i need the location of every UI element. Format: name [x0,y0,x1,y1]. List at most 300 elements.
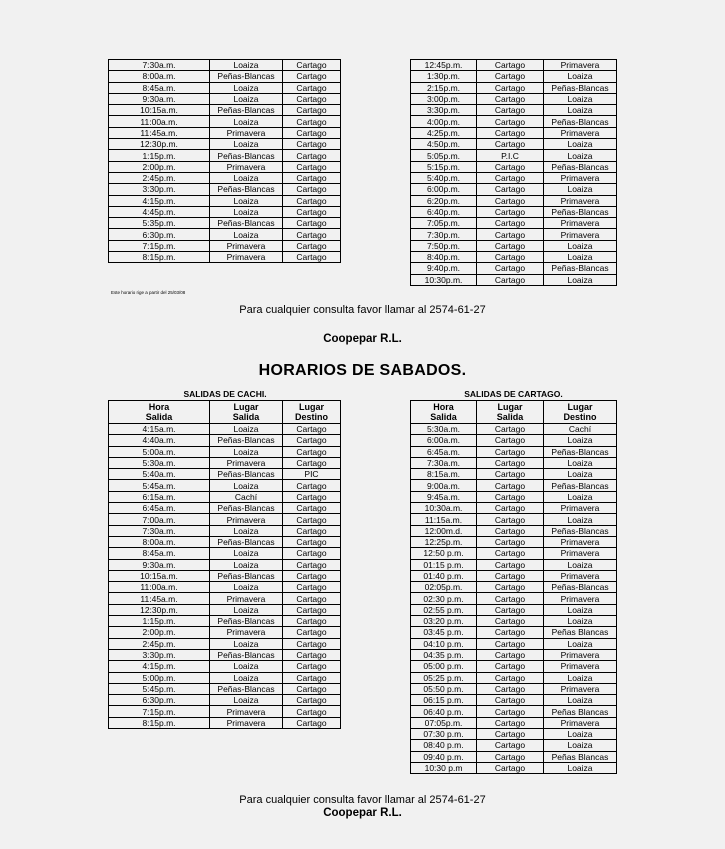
cell-lugar-salida: Cartago [477,649,544,660]
cell-lugar-destino: Loaiza [544,638,617,649]
cell-hora-salida: 3:00p.m. [411,93,477,104]
cell-hora-salida: 2:45p.m. [109,172,210,183]
cell-lugar-salida: Cartago [477,161,544,172]
table-row [411,150,617,161]
cell-lugar-salida: Primavera [210,252,283,263]
cell-lugar-destino: Loaiza [544,252,617,263]
cell-hora-salida: 04:10 p.m. [411,638,477,649]
cell-lugar-destino: Cartago [283,161,341,172]
cell-lugar-destino: Loaiza [544,150,617,161]
cell-hora-salida: 10:15a.m. [109,570,210,581]
table-row [109,435,341,446]
cell-lugar-salida: Cartago [477,206,544,217]
table-row [109,93,341,104]
cell-lugar-destino: Cartago [283,82,341,93]
cell-lugar-destino: Peñas-Blancas [544,116,617,127]
cell-hora-salida: 06:15 p.m. [411,695,477,706]
cell-lugar-salida: Primavera [210,161,283,172]
cell-hora-salida: 12:30p.m. [109,604,210,615]
cell-lugar-salida: Loaiza [210,229,283,240]
table-row [109,424,341,435]
table-row [109,161,341,172]
weekday-consult-text: Para cualquier consulta favor llamar al 2574-61-27 [239,304,486,316]
cell-lugar-destino: Peñas-Blancas [544,161,617,172]
table-row [109,60,341,71]
cell-lugar-salida: Loaiza [210,116,283,127]
cell-hora-salida: 8:00a.m. [109,536,210,547]
table-row [109,536,341,547]
cell-lugar-destino: Cartago [283,616,341,627]
cachi-departures-heading: SALIDAS DE CACHI. [183,389,267,399]
cell-hora-salida: 7:15p.m. [109,706,210,717]
cell-lugar-destino: Cartago [283,582,341,593]
cell-lugar-salida: Cartago [477,469,544,480]
cell-hora-salida: 4:50p.m. [411,139,477,150]
cell-hora-salida: 7:30a.m. [109,525,210,536]
table-row [411,263,617,274]
table-row [411,252,617,263]
cell-hora-salida: 2:45p.m. [109,638,210,649]
cell-lugar-destino: Primavera [544,548,617,559]
cell-lugar-salida: Loaiza [210,480,283,491]
cell-hora-salida: 6:20p.m. [411,195,477,206]
table-row [411,717,617,728]
table-row [109,240,341,251]
table-row [109,469,341,480]
table-row [411,548,617,559]
cell-lugar-destino: Primavera [544,127,617,138]
cell-lugar-salida: Cachí [210,491,283,502]
table-row [411,683,617,694]
cell-lugar-destino: Primavera [544,683,617,694]
cell-lugar-salida: Cartago [477,616,544,627]
cell-hora-salida: 6:00p.m. [411,184,477,195]
cell-lugar-salida: Loaiza [210,661,283,672]
cell-lugar-salida: Loaiza [210,82,283,93]
cell-hora-salida: 5:40p.m. [411,172,477,183]
cell-lugar-salida: Cartago [477,717,544,728]
cell-lugar-destino: Cartago [283,206,341,217]
cell-lugar-salida: Cartago [477,503,544,514]
cell-lugar-salida: Cartago [477,672,544,683]
cell-hora-salida: 9:40p.m. [411,263,477,274]
cell-lugar-destino: Peñas-Blancas [544,480,617,491]
cell-lugar-destino: Primavera [544,570,617,581]
cell-lugar-destino: Loaiza [544,604,617,615]
table-row [411,661,617,672]
cell-lugar-salida: Cartago [477,683,544,694]
table-row [411,672,617,683]
cell-hora-salida: 2:15p.m. [411,82,477,93]
cell-hora-salida: 5:40a.m. [109,469,210,480]
cell-lugar-salida: Loaiza [210,60,283,71]
table-row [411,649,617,660]
cell-lugar-destino: Loaiza [544,740,617,751]
cell-hora-salida: 12:30p.m. [109,139,210,150]
cell-lugar-destino: Primavera [544,218,617,229]
cell-lugar-salida: Peñas-Blancas [210,435,283,446]
cell-lugar-destino: Cartago [283,457,341,468]
table-row [109,672,341,683]
cell-hora-salida: 7:00a.m. [109,514,210,525]
cell-hora-salida: 4:15p.m. [109,195,210,206]
cell-lugar-destino: Primavera [544,195,617,206]
cell-lugar-salida: Cartago [477,627,544,638]
cell-lugar-salida: Cartago [477,263,544,274]
cell-lugar-salida: Cartago [477,71,544,82]
table-row [109,218,341,229]
table-row [411,93,617,104]
cell-lugar-salida: Loaiza [210,195,283,206]
cell-hora-salida: 5:00p.m. [109,672,210,683]
saturday-cachi-table [108,400,341,729]
cell-lugar-destino: Cartago [283,60,341,71]
cell-hora-salida: 3:30p.m. [109,649,210,660]
validity-note: Este horario rige a partir del 25/03/08 [111,290,186,295]
saturday-cartago-table [410,400,617,774]
table-row [109,116,341,127]
cell-hora-salida: 6:40p.m. [411,206,477,217]
cell-hora-salida: 2:00p.m. [109,627,210,638]
table-row [411,127,617,138]
cell-lugar-salida: Cartago [477,93,544,104]
cell-lugar-destino: Primavera [544,593,617,604]
cell-hora-salida: 02:05p.m. [411,582,477,593]
cell-lugar-salida: Peñas-Blancas [210,536,283,547]
cell-lugar-salida: Cartago [477,116,544,127]
cell-lugar-salida: Cartago [477,706,544,717]
cell-lugar-salida: Cartago [477,252,544,263]
cell-lugar-destino: Cartago [283,514,341,525]
table-row [109,127,341,138]
cell-hora-salida: 4:15p.m. [109,661,210,672]
table-row [411,695,617,706]
cell-lugar-destino: Primavera [544,649,617,660]
cell-hora-salida: 12:50 p.m. [411,548,477,559]
cell-lugar-salida: Cartago [477,218,544,229]
cell-lugar-destino: Peñas-Blancas [544,82,617,93]
cell-lugar-destino: Cartago [283,105,341,116]
cell-lugar-destino: Cartago [283,252,341,263]
cell-lugar-destino: Loaiza [544,274,617,285]
header-hora-salida: Hora Salida [411,401,477,424]
cell-lugar-destino: Cartago [283,604,341,615]
cell-lugar-destino: Cartago [283,559,341,570]
cell-hora-salida: 04:35 p.m. [411,649,477,660]
cell-lugar-destino: Cartago [283,184,341,195]
cell-lugar-salida: Peñas-Blancas [210,570,283,581]
cell-hora-salida: 5:30a.m. [411,424,477,435]
cell-lugar-salida: Cartago [477,127,544,138]
cell-lugar-destino: Primavera [544,717,617,728]
cell-lugar-salida: Primavera [210,717,283,728]
header-lugar-destino: Lugar Destino [283,401,341,424]
saturday-cachi-table-wrap [108,400,341,729]
cell-hora-salida: 10:30a.m. [411,503,477,514]
cell-lugar-salida: Loaiza [210,672,283,683]
table-row [109,150,341,161]
cell-lugar-salida: Cartago [477,274,544,285]
table-row [411,424,617,435]
cell-lugar-destino: Loaiza [544,514,617,525]
cell-hora-salida: 01:15 p.m. [411,559,477,570]
table-row [109,195,341,206]
table-row [411,184,617,195]
cell-hora-salida: 9:00a.m. [411,480,477,491]
cell-lugar-destino: Cartago [283,218,341,229]
cell-lugar-salida: Cartago [477,184,544,195]
cell-lugar-destino: Cartago [283,627,341,638]
cell-hora-salida: 5:45a.m. [109,480,210,491]
cell-lugar-salida: Loaiza [210,604,283,615]
table-row [109,683,341,694]
cell-hora-salida: 05:00 p.m. [411,661,477,672]
table-header-row [411,401,617,424]
cell-hora-salida: 11:00a.m. [109,116,210,127]
cell-hora-salida: 9:45a.m. [411,491,477,502]
cell-hora-salida: 02:55 p.m. [411,604,477,615]
cell-lugar-salida: Cartago [477,139,544,150]
table-row [109,570,341,581]
cell-lugar-destino: Cartago [283,150,341,161]
cell-lugar-salida: Cartago [477,751,544,762]
table-row [411,616,617,627]
cell-hora-salida: 05:25 p.m. [411,672,477,683]
table-row [109,172,341,183]
cell-lugar-destino: Loaiza [544,240,617,251]
cell-lugar-destino: Cartago [283,424,341,435]
cell-hora-salida: 7:15p.m. [109,240,210,251]
cell-lugar-destino: Loaiza [544,93,617,104]
cell-lugar-salida: Loaiza [210,139,283,150]
cell-lugar-destino: Cartago [283,570,341,581]
cell-lugar-destino: Loaiza [544,71,617,82]
table-row [411,604,617,615]
cell-hora-salida: 4:15a.m. [109,424,210,435]
table-row [109,582,341,593]
cell-hora-salida: 06:40 p.m. [411,706,477,717]
cell-hora-salida: 05:50 p.m. [411,683,477,694]
table-row [109,71,341,82]
cell-lugar-salida: Primavera [210,593,283,604]
cell-hora-salida: 7:05p.m. [411,218,477,229]
cell-lugar-salida: Loaiza [210,582,283,593]
cell-lugar-destino: Loaiza [544,469,617,480]
table-row [411,706,617,717]
cell-hora-salida: 9:30a.m. [109,559,210,570]
header-lugar-salida: Lugar Salida [210,401,283,424]
cell-lugar-destino: Cartago [283,593,341,604]
weekday-coop-name: Coopepar R.L. [323,333,402,345]
cell-hora-salida: 1:15p.m. [109,616,210,627]
cell-hora-salida: 12:45p.m. [411,60,477,71]
cell-hora-salida: 6:30p.m. [109,695,210,706]
cell-hora-salida: 07:30 p.m. [411,729,477,740]
table-row [109,514,341,525]
cell-lugar-salida: Cartago [477,762,544,773]
cell-lugar-destino: Peñas-Blancas [544,263,617,274]
table-row [411,751,617,762]
cell-hora-salida: 11:45a.m. [109,593,210,604]
weekday-cartago-table-wrap [410,59,617,286]
cell-lugar-salida: Loaiza [210,525,283,536]
table-row [411,480,617,491]
header-hora-salida: Hora Salida [109,401,210,424]
cartago-departures-heading: SALIDAS DE CARTAGO. [464,389,563,399]
cell-lugar-destino: Cartago [283,229,341,240]
table-row [109,82,341,93]
cell-lugar-salida: Peñas-Blancas [210,649,283,660]
cell-hora-salida: 07:05p.m. [411,717,477,728]
table-row [411,593,617,604]
table-row [109,206,341,217]
cell-hora-salida: 10:30p.m. [411,274,477,285]
cell-lugar-destino: Loaiza [544,105,617,116]
cell-hora-salida: 6:30p.m. [109,229,210,240]
cell-lugar-salida: Peñas-Blancas [210,469,283,480]
cell-lugar-salida: Cartago [477,729,544,740]
table-row [411,274,617,285]
cell-hora-salida: 3:30p.m. [109,184,210,195]
cell-lugar-destino: Cartago [283,116,341,127]
cell-lugar-destino: Cartago [283,503,341,514]
cell-lugar-salida: Primavera [210,627,283,638]
header-lugar-salida: Lugar Salida [477,401,544,424]
cell-lugar-destino: Peñas-Blancas [544,525,617,536]
cell-hora-salida: 8:40p.m. [411,252,477,263]
cell-hora-salida: 9:30a.m. [109,93,210,104]
cell-lugar-salida: Cartago [477,593,544,604]
cell-lugar-salida: Peñas-Blancas [210,503,283,514]
cell-lugar-destino: Primavera [544,503,617,514]
table-row [109,105,341,116]
cell-hora-salida: 1:15p.m. [109,150,210,161]
table-row [109,446,341,457]
table-row [411,240,617,251]
cell-hora-salida: 2:00p.m. [109,161,210,172]
cell-hora-salida: 3:30p.m. [411,105,477,116]
cell-lugar-salida: Loaiza [210,93,283,104]
cell-lugar-salida: Loaiza [210,206,283,217]
cell-hora-salida: 01:40 p.m. [411,570,477,581]
cell-lugar-destino: Primavera [544,172,617,183]
cell-lugar-salida: Cartago [477,457,544,468]
table-row [411,82,617,93]
cell-lugar-salida: Primavera [210,457,283,468]
cell-lugar-salida: Cartago [477,172,544,183]
cell-lugar-salida: Cartago [477,604,544,615]
cell-lugar-destino: Loaiza [544,616,617,627]
table-row [411,446,617,457]
cell-lugar-salida: Primavera [210,706,283,717]
cell-hora-salida: 7:50p.m. [411,240,477,251]
table-header-row [109,401,341,424]
cell-lugar-salida: Loaiza [210,446,283,457]
weekday-cartago-table [410,59,617,286]
table-row [411,206,617,217]
cell-lugar-salida: Loaiza [210,638,283,649]
cell-lugar-salida: Cartago [477,446,544,457]
table-row [109,616,341,627]
cell-hora-salida: 8:45a.m. [109,82,210,93]
table-row [109,184,341,195]
table-row [411,161,617,172]
cell-lugar-destino: Primavera [544,229,617,240]
cell-lugar-salida: Peñas-Blancas [210,683,283,694]
table-row [109,717,341,728]
cell-lugar-destino: Cartago [283,638,341,649]
table-row [411,570,617,581]
cell-hora-salida: 8:45a.m. [109,548,210,559]
cell-lugar-destino: Peñas-Blancas [544,206,617,217]
cell-lugar-salida: Cartago [477,480,544,491]
cell-hora-salida: 8:15p.m. [109,252,210,263]
cell-lugar-destino: Loaiza [544,139,617,150]
cell-hora-salida: 5:30a.m. [109,457,210,468]
table-row [109,695,341,706]
saturday-consult-text: Para cualquier consulta favor llamar al 2574-61-27 [239,794,486,806]
table-row [411,729,617,740]
cell-lugar-salida: Cartago [477,82,544,93]
cell-lugar-salida: Loaiza [210,559,283,570]
table-row [109,548,341,559]
table-row [411,491,617,502]
cell-lugar-destino: Cartago [283,127,341,138]
table-row [411,116,617,127]
cell-lugar-destino: Cartago [283,240,341,251]
table-row [411,172,617,183]
cell-hora-salida: 6:45a.m. [411,446,477,457]
table-row [411,740,617,751]
table-row [411,60,617,71]
cell-lugar-destino: Loaiza [544,559,617,570]
cell-lugar-salida: Cartago [477,240,544,251]
table-row [411,71,617,82]
table-row [411,762,617,773]
cell-hora-salida: 03:45 p.m. [411,627,477,638]
cell-lugar-salida: Peñas-Blancas [210,184,283,195]
table-row [411,195,617,206]
cell-hora-salida: 6:15a.m. [109,491,210,502]
table-row [411,627,617,638]
table-row [411,525,617,536]
cell-lugar-destino: Primavera [544,536,617,547]
cell-hora-salida: 5:00a.m. [109,446,210,457]
cell-lugar-salida: Primavera [210,127,283,138]
cell-hora-salida: 7:30a.m. [109,60,210,71]
cell-hora-salida: 5:15p.m. [411,161,477,172]
table-row [109,638,341,649]
cell-lugar-destino: Cachí [544,424,617,435]
cell-hora-salida: 5:45p.m. [109,683,210,694]
cell-lugar-destino: Loaiza [544,491,617,502]
cell-lugar-destino: Peñas-Blancas [544,446,617,457]
cell-hora-salida: 03:20 p.m. [411,616,477,627]
cell-lugar-salida: Cartago [477,525,544,536]
cell-lugar-salida: Cartago [477,570,544,581]
table-row [109,525,341,536]
cell-lugar-destino: Cartago [283,525,341,536]
cell-hora-salida: 08:40 p.m. [411,740,477,751]
cell-lugar-salida: Cartago [477,435,544,446]
cell-hora-salida: 1:30p.m. [411,71,477,82]
cell-lugar-salida: Loaiza [210,172,283,183]
table-row [411,559,617,570]
cell-lugar-destino: Cartago [283,446,341,457]
cell-hora-salida: 4:00p.m. [411,116,477,127]
cell-hora-salida: 10:30 p.m [411,762,477,773]
cell-lugar-destino: Primavera [544,60,617,71]
